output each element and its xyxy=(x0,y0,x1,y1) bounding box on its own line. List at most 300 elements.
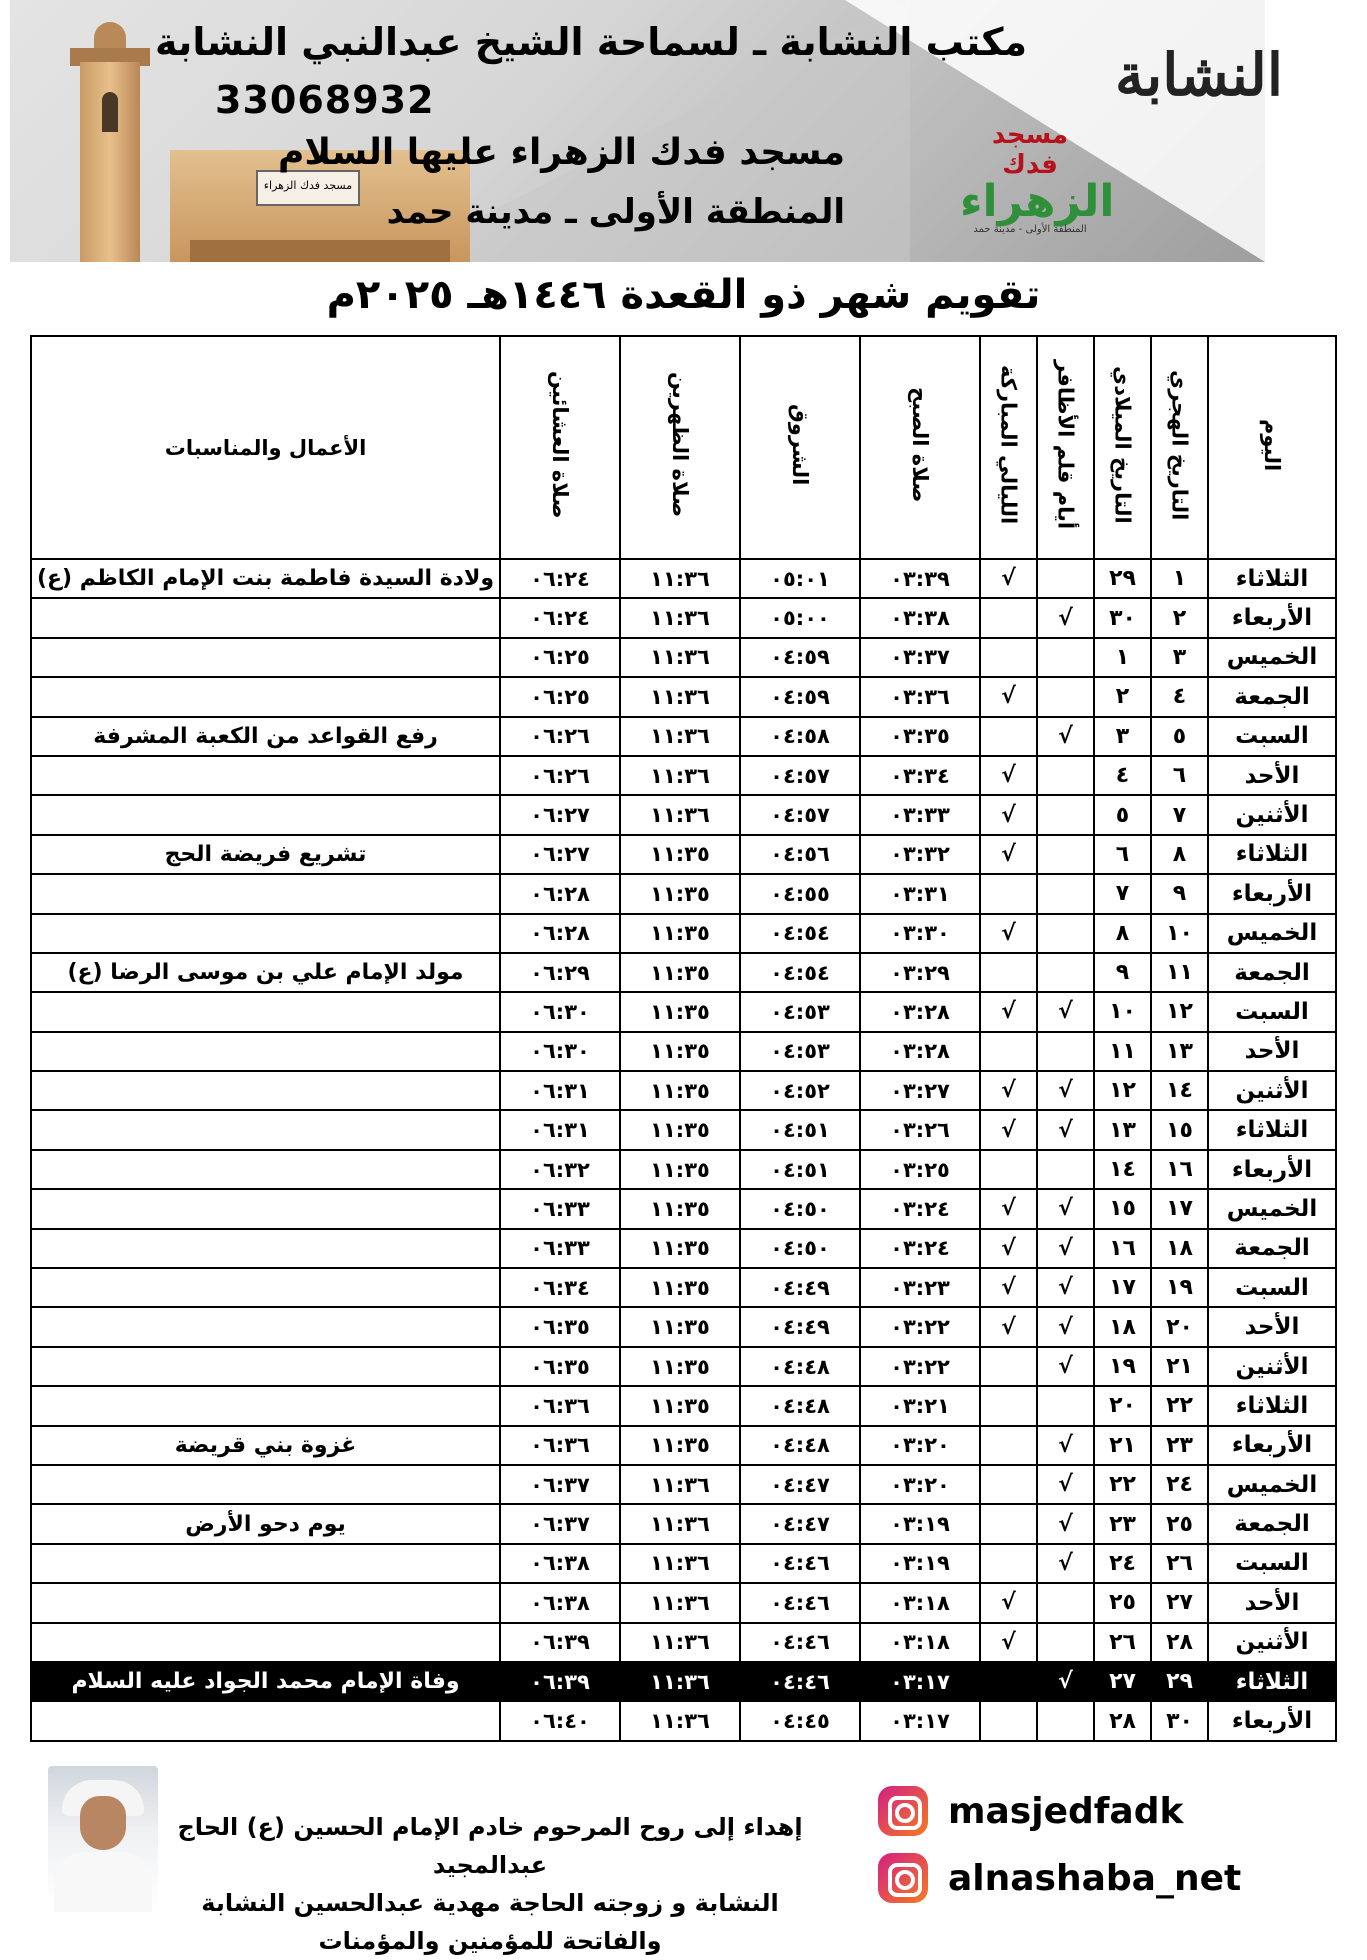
gregorian-date-cell: ٣٠ xyxy=(1094,598,1151,637)
nails-day-mark xyxy=(1037,1032,1094,1071)
hijri-date-cell: ١١ xyxy=(1151,953,1208,992)
hijri-date-cell: ٧ xyxy=(1151,795,1208,834)
dhuhr-time-cell: ١١:٣٥ xyxy=(620,992,740,1031)
day-cell: الأثنين xyxy=(1208,1071,1336,1110)
maghrib-time-cell: ٠٦:٣٠ xyxy=(500,1032,620,1071)
sunrise-time-cell: ٠٤:٥٥ xyxy=(740,874,860,913)
maghrib-time-cell: ٠٦:٣٢ xyxy=(500,1150,620,1189)
occasion-cell xyxy=(31,1386,500,1425)
hijri-date-cell: ٢٨ xyxy=(1151,1623,1208,1662)
sunrise-time-cell: ٠٤:٤٦ xyxy=(740,1583,860,1622)
nails-day-mark: √ xyxy=(1037,1189,1094,1228)
dhuhr-time-cell: ١١:٣٥ xyxy=(620,1426,740,1465)
maghrib-time-cell: ٠٦:٣٣ xyxy=(500,1189,620,1228)
day-cell: الأربعاء xyxy=(1208,1426,1336,1465)
nails-day-mark xyxy=(1037,559,1094,598)
occasion-cell: مولد الإمام علي بن موسى الرضا (ع) xyxy=(31,953,500,992)
hijri-date-cell: ١ xyxy=(1151,559,1208,598)
nails-day-mark xyxy=(1037,756,1094,795)
gregorian-date-cell: ١٨ xyxy=(1094,1307,1151,1346)
table-row xyxy=(31,953,1336,992)
dhuhr-time-cell: ١١:٣٦ xyxy=(620,795,740,834)
table-row xyxy=(31,1701,1336,1740)
occasion-cell xyxy=(31,795,500,834)
portrait-photo xyxy=(48,1766,158,1906)
day-cell: الأحد xyxy=(1208,1032,1336,1071)
maghrib-time-cell: ٠٦:٢٧ xyxy=(500,795,620,834)
nashaba-logo: النشابة xyxy=(1115,41,1283,109)
hijri-date-cell: ١٢ xyxy=(1151,992,1208,1031)
hijri-date-cell: ٢٤ xyxy=(1151,1465,1208,1504)
fajr-time-cell: ٠٣:١٧ xyxy=(860,1662,980,1701)
occasion-cell xyxy=(31,1110,500,1149)
blessed-night-mark: √ xyxy=(980,1189,1037,1228)
table-row xyxy=(31,638,1336,677)
fajr-time-cell: ٠٣:٣٨ xyxy=(860,598,980,637)
sunrise-time-cell: ٠٥:٠١ xyxy=(740,559,860,598)
sunrise-time-cell: ٠٤:٥٤ xyxy=(740,914,860,953)
maghrib-time-cell: ٠٦:٣٥ xyxy=(500,1347,620,1386)
day-cell: الأربعاء xyxy=(1208,1150,1336,1189)
header-banner xyxy=(10,0,1283,262)
hijri-date-cell: ٦ xyxy=(1151,756,1208,795)
dhuhr-time-cell: ١١:٣٦ xyxy=(620,677,740,716)
table-row xyxy=(31,559,1336,598)
fajr-time-cell: ٠٣:٢٢ xyxy=(860,1307,980,1346)
maghrib-time-cell: ٠٦:٣٠ xyxy=(500,992,620,1031)
dhuhr-time-cell: ١١:٣٥ xyxy=(620,835,740,874)
sunrise-time-cell: ٠٤:٥١ xyxy=(740,1150,860,1189)
blessed-night-mark xyxy=(980,1426,1037,1465)
sunrise-time-cell: ٠٤:٥٠ xyxy=(740,1229,860,1268)
dhuhr-time-cell: ١١:٣٦ xyxy=(620,1544,740,1583)
table-row xyxy=(31,1583,1336,1622)
nails-day-mark xyxy=(1037,835,1094,874)
social-instagram-masjedfadk[interactable] xyxy=(878,1783,1183,1839)
nails-day-mark xyxy=(1037,1623,1094,1662)
fajr-time-cell: ٠٣:٢١ xyxy=(860,1386,980,1425)
day-cell: الخميس xyxy=(1208,914,1336,953)
maghrib-time-cell: ٠٦:٢٥ xyxy=(500,638,620,677)
table-row xyxy=(31,1307,1336,1346)
dhuhr-time-cell: ١١:٣٥ xyxy=(620,1150,740,1189)
nails-day-mark: √ xyxy=(1037,717,1094,756)
hijri-date-cell: ٤ xyxy=(1151,677,1208,716)
fajr-time-cell: ٠٣:٣١ xyxy=(860,874,980,913)
dhuhr-time-cell: ١١:٣٦ xyxy=(620,756,740,795)
nails-day-mark: √ xyxy=(1037,1504,1094,1543)
blessed-night-mark: √ xyxy=(980,1071,1037,1110)
hijri-date-cell: ٣ xyxy=(1151,638,1208,677)
dedication-line: والفاتحة للمؤمنين والمؤمنات xyxy=(318,1927,662,1955)
day-cell: الثلاثاء xyxy=(1208,559,1336,598)
fajr-time-cell: ٠٣:٢٠ xyxy=(860,1426,980,1465)
occasion-cell xyxy=(31,1347,500,1386)
fajr-time-cell: ٠٣:٢٣ xyxy=(860,1268,980,1307)
nails-day-mark xyxy=(1037,874,1094,913)
table-row xyxy=(31,1386,1336,1425)
blessed-night-mark xyxy=(980,1662,1037,1701)
occasion-cell xyxy=(31,1465,500,1504)
day-cell: الأحد xyxy=(1208,1583,1336,1622)
day-cell: الأثنين xyxy=(1208,1347,1336,1386)
hijri-date-cell: ٢ xyxy=(1151,598,1208,637)
occasion-cell xyxy=(31,874,500,913)
col-sunrise: الشروق xyxy=(740,336,860,559)
sunrise-time-cell: ٠٤:٥٣ xyxy=(740,992,860,1031)
blessed-night-mark xyxy=(980,638,1037,677)
maghrib-time-cell: ٠٦:٣٧ xyxy=(500,1465,620,1504)
gregorian-date-cell: ١٤ xyxy=(1094,1150,1151,1189)
maghrib-time-cell: ٠٦:٣٤ xyxy=(500,1268,620,1307)
blessed-night-mark: √ xyxy=(980,914,1037,953)
maghrib-time-cell: ٠٦:٣١ xyxy=(500,1110,620,1149)
gregorian-date-cell: ٧ xyxy=(1094,874,1151,913)
day-cell: الأحد xyxy=(1208,756,1336,795)
blessed-night-mark: √ xyxy=(980,677,1037,716)
mosque-area: المنطقة الأولى ـ مدينة حمد xyxy=(386,192,845,232)
table-row xyxy=(31,992,1336,1031)
nails-day-mark: √ xyxy=(1037,598,1094,637)
table-row xyxy=(31,677,1336,716)
gregorian-date-cell: ٢ xyxy=(1094,677,1151,716)
day-cell: الأربعاء xyxy=(1208,598,1336,637)
day-cell: السبت xyxy=(1208,717,1336,756)
gregorian-date-cell: ١٦ xyxy=(1094,1229,1151,1268)
day-cell: الأثنين xyxy=(1208,795,1336,834)
dhuhr-time-cell: ١١:٣٥ xyxy=(620,1268,740,1307)
dhuhr-time-cell: ١١:٣٦ xyxy=(620,1583,740,1622)
instagram-icon xyxy=(878,1786,928,1836)
blessed-night-mark xyxy=(980,1465,1037,1504)
nails-day-mark xyxy=(1037,1583,1094,1622)
dhuhr-time-cell: ١١:٣٥ xyxy=(620,1307,740,1346)
nails-day-mark xyxy=(1037,1386,1094,1425)
fajr-time-cell: ٠٣:١٩ xyxy=(860,1544,980,1583)
maghrib-time-cell: ٠٦:٢٨ xyxy=(500,914,620,953)
calendar-title: تقويم شهر ذو القعدة ١٤٤٦هـ ٢٠٢٥م xyxy=(326,272,1041,318)
fajr-time-cell: ٠٣:١٧ xyxy=(860,1701,980,1740)
fajr-time-cell: ٠٣:١٨ xyxy=(860,1583,980,1622)
fajr-time-cell: ٠٣:٣٠ xyxy=(860,914,980,953)
occasion-cell xyxy=(31,1544,500,1583)
hijri-date-cell: ١٦ xyxy=(1151,1150,1208,1189)
gregorian-date-cell: ٢٦ xyxy=(1094,1623,1151,1662)
hijri-date-cell: ٣٠ xyxy=(1151,1701,1208,1740)
day-cell: الجمعة xyxy=(1208,953,1336,992)
occasion-cell xyxy=(31,677,500,716)
gregorian-date-cell: ٨ xyxy=(1094,914,1151,953)
blessed-night-mark xyxy=(980,1386,1037,1425)
day-cell: السبت xyxy=(1208,1544,1336,1583)
mosque-plaque: مسجد فدك الزهراء xyxy=(256,170,360,206)
fajr-time-cell: ٠٣:٢٩ xyxy=(860,953,980,992)
dhuhr-time-cell: ١١:٣٥ xyxy=(620,874,740,913)
table-row xyxy=(31,1189,1336,1228)
blessed-night-mark xyxy=(980,717,1037,756)
social-instagram-alnashaba[interactable] xyxy=(878,1850,1241,1906)
gregorian-date-cell: ١٧ xyxy=(1094,1268,1151,1307)
dhuhr-time-cell: ١١:٣٥ xyxy=(620,1071,740,1110)
gregorian-date-cell: ١٢ xyxy=(1094,1071,1151,1110)
day-cell: الأربعاء xyxy=(1208,1701,1336,1740)
maghrib-time-cell: ٠٦:٣٩ xyxy=(500,1623,620,1662)
nails-day-mark: √ xyxy=(1037,1071,1094,1110)
hijri-date-cell: ١٧ xyxy=(1151,1189,1208,1228)
col-day: اليوم xyxy=(1208,336,1336,559)
day-cell: الثلاثاء xyxy=(1208,1386,1336,1425)
gregorian-date-cell: ٢٥ xyxy=(1094,1583,1151,1622)
dhuhr-time-cell: ١١:٣٦ xyxy=(620,1504,740,1543)
gregorian-date-cell: ٤ xyxy=(1094,756,1151,795)
day-cell: الثلاثاء xyxy=(1208,1662,1336,1701)
gregorian-date-cell: ٣ xyxy=(1094,717,1151,756)
gregorian-date-cell: ١١ xyxy=(1094,1032,1151,1071)
blessed-night-mark xyxy=(980,953,1037,992)
occasion-cell: رفع القواعد من الكعبة المشرفة xyxy=(31,717,500,756)
gregorian-date-cell: ٢٨ xyxy=(1094,1701,1151,1740)
day-cell: الأحد xyxy=(1208,1307,1336,1346)
gregorian-date-cell: ٩ xyxy=(1094,953,1151,992)
fajr-time-cell: ٠٣:٢٤ xyxy=(860,1229,980,1268)
col-fajr: صلاة الصبح xyxy=(860,336,980,559)
maghrib-time-cell: ٠٦:٣١ xyxy=(500,1071,620,1110)
hijri-date-cell: ٩ xyxy=(1151,874,1208,913)
maghrib-time-cell: ٠٦:٣٣ xyxy=(500,1229,620,1268)
fajr-time-cell: ٠٣:٣٣ xyxy=(860,795,980,834)
hijri-date-cell: ٨ xyxy=(1151,835,1208,874)
gregorian-date-cell: ١٥ xyxy=(1094,1189,1151,1228)
mosque-logo-main: الزهراء xyxy=(960,176,1115,227)
occasion-cell xyxy=(31,1229,500,1268)
day-cell: الجمعة xyxy=(1208,1504,1336,1543)
occasion-cell xyxy=(31,1032,500,1071)
dhuhr-time-cell: ١١:٣٥ xyxy=(620,1110,740,1149)
table-row xyxy=(31,835,1336,874)
nails-day-mark: √ xyxy=(1037,992,1094,1031)
table-row xyxy=(31,1071,1336,1110)
hijri-date-cell: ١٤ xyxy=(1151,1071,1208,1110)
prayer-times-table xyxy=(30,335,1337,1742)
blessed-night-mark xyxy=(980,1150,1037,1189)
day-cell: الجمعة xyxy=(1208,1229,1336,1268)
sunrise-time-cell: ٠٥:٠٠ xyxy=(740,598,860,637)
occasion-cell xyxy=(31,914,500,953)
fajr-time-cell: ٠٣:٣٢ xyxy=(860,835,980,874)
col-dhuhr: صلاة الظهرين xyxy=(620,336,740,559)
sunrise-time-cell: ٠٤:٤٩ xyxy=(740,1307,860,1346)
table-row xyxy=(31,717,1336,756)
fajr-time-cell: ٠٣:٢٢ xyxy=(860,1347,980,1386)
gregorian-date-cell: ٢١ xyxy=(1094,1426,1151,1465)
sunrise-time-cell: ٠٤:٥١ xyxy=(740,1110,860,1149)
hijri-date-cell: ٢٠ xyxy=(1151,1307,1208,1346)
table-row xyxy=(31,1032,1336,1071)
hijri-date-cell: ٢٧ xyxy=(1151,1583,1208,1622)
gregorian-date-cell: ١٩ xyxy=(1094,1347,1151,1386)
gregorian-date-cell: ٢٤ xyxy=(1094,1544,1151,1583)
fajr-time-cell: ٠٣:٢٨ xyxy=(860,992,980,1031)
blessed-night-mark xyxy=(980,1347,1037,1386)
nails-day-mark xyxy=(1037,953,1094,992)
day-cell: الأثنين xyxy=(1208,1623,1336,1662)
occasion-cell xyxy=(31,992,500,1031)
mosque-logo-top: مسجد فدك xyxy=(991,120,1069,180)
sunrise-time-cell: ٠٤:٤٧ xyxy=(740,1504,860,1543)
maghrib-time-cell: ٠٦:٣٩ xyxy=(500,1662,620,1701)
dedication-line: النشابة و زوجته الحاجة مهدية عبدالحسين النشابة xyxy=(201,1889,779,1917)
nails-day-mark xyxy=(1037,677,1094,716)
dhuhr-time-cell: ١١:٣٦ xyxy=(620,1465,740,1504)
col-hijri: التاريخ الهجري xyxy=(1151,336,1208,559)
hijri-date-cell: ٢٥ xyxy=(1151,1504,1208,1543)
day-cell: السبت xyxy=(1208,1268,1336,1307)
nails-day-mark: √ xyxy=(1037,1268,1094,1307)
sunrise-time-cell: ٠٤:٥٧ xyxy=(740,795,860,834)
day-cell: الخميس xyxy=(1208,638,1336,677)
blessed-night-mark: √ xyxy=(980,795,1037,834)
nails-day-mark: √ xyxy=(1037,1662,1094,1701)
minaret-image xyxy=(60,22,160,262)
hijri-date-cell: ١٥ xyxy=(1151,1110,1208,1149)
gregorian-date-cell: ٢٠ xyxy=(1094,1386,1151,1425)
occasion-cell: تشريع فريضة الحج xyxy=(31,835,500,874)
col-gregorian: التاريخ الميلادي xyxy=(1094,336,1151,559)
sunrise-time-cell: ٠٤:٤٥ xyxy=(740,1701,860,1740)
fajr-time-cell: ٠٣:٢٧ xyxy=(860,1071,980,1110)
hijri-date-cell: ١٣ xyxy=(1151,1032,1208,1071)
blessed-night-mark xyxy=(980,1701,1037,1740)
occasion-cell: غزوة بني قريضة xyxy=(31,1426,500,1465)
blessed-night-mark: √ xyxy=(980,1307,1037,1346)
nails-day-mark: √ xyxy=(1037,1465,1094,1504)
sunrise-time-cell: ٠٤:٤٨ xyxy=(740,1347,860,1386)
dhuhr-time-cell: ١١:٣٥ xyxy=(620,1386,740,1425)
blessed-night-mark: √ xyxy=(980,559,1037,598)
maghrib-time-cell: ٠٦:٣٦ xyxy=(500,1426,620,1465)
occasion-cell xyxy=(31,1268,500,1307)
hijri-date-cell: ٢٣ xyxy=(1151,1426,1208,1465)
table-row xyxy=(31,1110,1336,1149)
day-cell: الجمعة xyxy=(1208,677,1336,716)
gregorian-date-cell: ٥ xyxy=(1094,795,1151,834)
blessed-night-mark xyxy=(980,598,1037,637)
occasion-cell xyxy=(31,756,500,795)
table-row xyxy=(31,1544,1336,1583)
occasion-cell xyxy=(31,598,500,637)
occasion-cell xyxy=(31,1583,500,1622)
hijri-date-cell: ١٠ xyxy=(1151,914,1208,953)
occasion-cell xyxy=(31,1071,500,1110)
table-row xyxy=(31,1465,1336,1504)
sunrise-time-cell: ٠٤:٥٢ xyxy=(740,1071,860,1110)
dhuhr-time-cell: ١١:٣٦ xyxy=(620,638,740,677)
maghrib-time-cell: ٠٦:٤٠ xyxy=(500,1701,620,1740)
dhuhr-time-cell: ١١:٣٦ xyxy=(620,598,740,637)
sunrise-time-cell: ٠٤:٤٨ xyxy=(740,1386,860,1425)
occasion-cell: ولادة السيدة فاطمة بنت الإمام الكاظم (ع) xyxy=(31,559,500,598)
fajr-time-cell: ٠٣:٢٦ xyxy=(860,1110,980,1149)
blessed-night-mark: √ xyxy=(980,1268,1037,1307)
maghrib-time-cell: ٠٦:٣٨ xyxy=(500,1544,620,1583)
nails-day-mark: √ xyxy=(1037,1347,1094,1386)
day-cell: السبت xyxy=(1208,992,1336,1031)
sunrise-time-cell: ٠٤:٥٧ xyxy=(740,756,860,795)
sunrise-time-cell: ٠٤:٤٧ xyxy=(740,1465,860,1504)
table-row xyxy=(31,756,1336,795)
blessed-night-mark: √ xyxy=(980,835,1037,874)
hijri-date-cell: ٢٦ xyxy=(1151,1544,1208,1583)
dhuhr-time-cell: ١١:٣٥ xyxy=(620,1347,740,1386)
sunrise-time-cell: ٠٤:٤٦ xyxy=(740,1623,860,1662)
col-occasions: الأعمال والمناسبات xyxy=(31,336,500,559)
office-title: مكتب النشابة ـ لسماحة الشيخ عبدالنبي النشابة xyxy=(155,20,1027,64)
table-row xyxy=(31,874,1336,913)
day-cell: الخميس xyxy=(1208,1465,1336,1504)
day-cell: الثلاثاء xyxy=(1208,1110,1336,1149)
blessed-night-mark: √ xyxy=(980,992,1037,1031)
maghrib-time-cell: ٠٦:٢٤ xyxy=(500,598,620,637)
maghrib-time-cell: ٠٦:٢٨ xyxy=(500,874,620,913)
blessed-night-mark: √ xyxy=(980,1110,1037,1149)
nails-day-mark: √ xyxy=(1037,1544,1094,1583)
gregorian-date-cell: ١٠ xyxy=(1094,992,1151,1031)
maghrib-time-cell: ٠٦:٣٨ xyxy=(500,1583,620,1622)
fajr-time-cell: ٠٣:٢٤ xyxy=(860,1189,980,1228)
hijri-date-cell: ٥ xyxy=(1151,717,1208,756)
table-row xyxy=(31,1504,1336,1543)
maghrib-time-cell: ٠٦:٢٦ xyxy=(500,756,620,795)
nails-day-mark xyxy=(1037,1150,1094,1189)
occasion-cell xyxy=(31,1623,500,1662)
table-row xyxy=(31,1150,1336,1189)
fajr-time-cell: ٠٣:٣٩ xyxy=(860,559,980,598)
sunrise-time-cell: ٠٤:٥٤ xyxy=(740,953,860,992)
table-row xyxy=(31,598,1336,637)
col-maghrib: صلاة العشائين xyxy=(500,336,620,559)
day-cell: الثلاثاء xyxy=(1208,835,1336,874)
maghrib-time-cell: ٠٦:٣٥ xyxy=(500,1307,620,1346)
sunrise-time-cell: ٠٤:٤٩ xyxy=(740,1268,860,1307)
sunrise-time-cell: ٠٤:٥٩ xyxy=(740,677,860,716)
dedication-text xyxy=(170,1808,810,1960)
table-row xyxy=(31,1229,1336,1268)
nails-day-mark xyxy=(1037,1701,1094,1740)
fajr-time-cell: ٠٣:٢٠ xyxy=(860,1465,980,1504)
instagram-icon xyxy=(878,1853,928,1903)
hijri-date-cell: ٢٢ xyxy=(1151,1386,1208,1425)
day-cell: الأربعاء xyxy=(1208,874,1336,913)
sunrise-time-cell: ٠٤:٥٩ xyxy=(740,638,860,677)
table-row xyxy=(31,1662,1336,1701)
dhuhr-time-cell: ١١:٣٦ xyxy=(620,717,740,756)
maghrib-time-cell: ٠٦:٢٤ xyxy=(500,559,620,598)
sunrise-time-cell: ٠٤:٥٦ xyxy=(740,835,860,874)
mosque-name: مسجد فدك الزهراء عليها السلام xyxy=(278,132,845,173)
col-nails: أيام قلم الأظافر xyxy=(1037,336,1094,559)
nails-day-mark xyxy=(1037,795,1094,834)
blessed-night-mark: √ xyxy=(980,756,1037,795)
maghrib-time-cell: ٠٦:٣٧ xyxy=(500,1504,620,1543)
blessed-night-mark xyxy=(980,1544,1037,1583)
sunrise-time-cell: ٠٤:٤٦ xyxy=(740,1544,860,1583)
sunrise-time-cell: ٠٤:٥٣ xyxy=(740,1032,860,1071)
mosque-logo-sub: المنطقة الأولى - مدينة حمد xyxy=(973,224,1087,235)
gregorian-date-cell: ٢٧ xyxy=(1094,1662,1151,1701)
gregorian-date-cell: ٢٢ xyxy=(1094,1465,1151,1504)
maghrib-time-cell: ٠٦:٢٥ xyxy=(500,677,620,716)
table-row xyxy=(31,1623,1336,1662)
